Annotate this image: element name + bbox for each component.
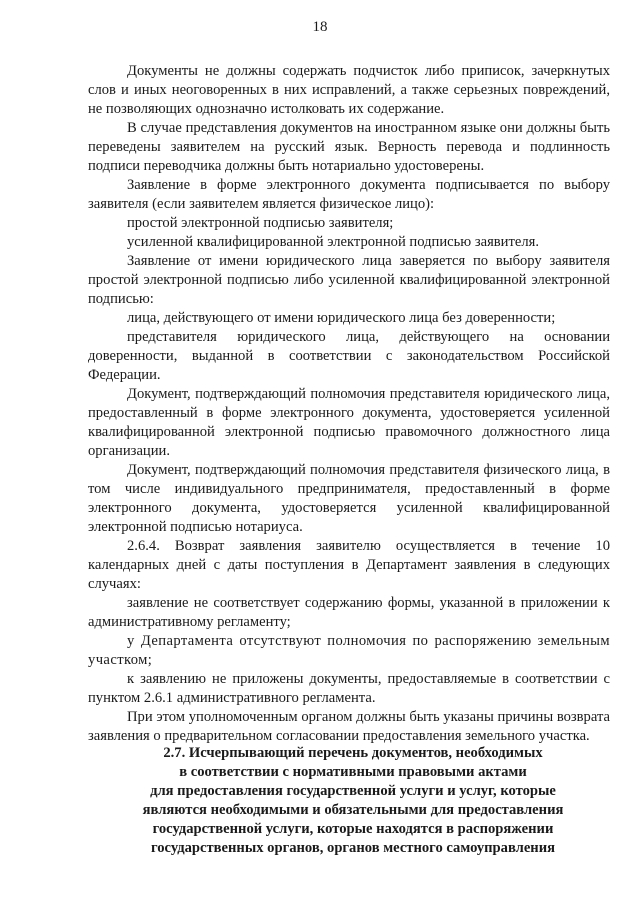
paragraph: заявление не соответствует содержанию формы, указанной в приложении к административному регламенту; (88, 595, 610, 630)
paragraph: простой электронной подписью заявителя; (127, 215, 394, 231)
heading-line: для предоставления государственной услуги и услуг, которые (150, 783, 556, 799)
paragraph: к заявлению не приложены документы, предоставляемые в соответствии с пунктом 2.6.1 административного регламента. (88, 671, 610, 706)
paragraph: Заявление в форме электронного документа подписывается по выбору заявителя (если заявителем является физическое лицо): (88, 177, 610, 212)
paragraph: представителя юридического лица, действующего на основании доверенности, выданной в соответствии с законодательством Российской Федерации. (88, 329, 610, 383)
section-heading (118, 744, 588, 858)
heading-line: 2.7. Исчерпывающий перечень документов, необходимых (163, 745, 543, 761)
heading-line: в соответствии с нормативными правовыми актами (179, 764, 527, 780)
document-body (88, 62, 610, 746)
paragraph: усиленной квалифицированной электронной подписью заявителя. (127, 234, 539, 250)
paragraph: Заявление от имени юридического лица заверяется по выбору заявителя простой электронной подписью либо усиленной квалифицированной электронной подписью: (88, 253, 610, 307)
heading-line: являются необходимыми и обязательными для предоставления (142, 802, 564, 818)
paragraph: лица, действующего от имени юридического лица без доверенности; (127, 310, 556, 326)
paragraph: 2.6.4. Возврат заявления заявителю осуществляется в течение 10 календарных дней с даты поступления в Департамент заявления в следующих случаях: (88, 538, 610, 592)
heading-line: государственной услуги, которые находятся в распоряжении (152, 821, 554, 837)
paragraph: Документы не должны содержать подчисток либо приписок, зачеркнутых слов и иных неоговоренных в них исправлений, а также серьезных повреждений, не позволяющих однозначно истолковать их содержание. (88, 63, 610, 117)
paragraph: Документ, подтверждающий полномочия представителя юридического лица, предоставленный в форме электронного документа, удостоверяется усиленной квалифицированной электронной подписью правомочного должностного лица организации. (88, 386, 610, 459)
paragraph: у Департамента отсутствуют полномочия по распоряжению земельным участком; (88, 633, 610, 668)
paragraph: В случае представления документов на иностранном языке они должны быть переведены заявителем на русский язык. Верность перевода и подлинность подписи переводчика должны быть нотариально удостоверены. (88, 120, 610, 174)
page-number: 18 (312, 19, 328, 35)
paragraph: Документ, подтверждающий полномочия представителя физического лица, в том числе индивидуального предпринимателя, предоставленный в форме электронного документа, удостоверяется усиленной квалифицированной электронной подписью нотариуса. (88, 462, 610, 535)
paragraph: При этом уполномоченным органом должны быть указаны причины возврата заявления о предварительном согласовании предоставления земельного участка. (88, 709, 610, 744)
heading-line: государственных органов, органов местного самоуправления (150, 840, 556, 856)
